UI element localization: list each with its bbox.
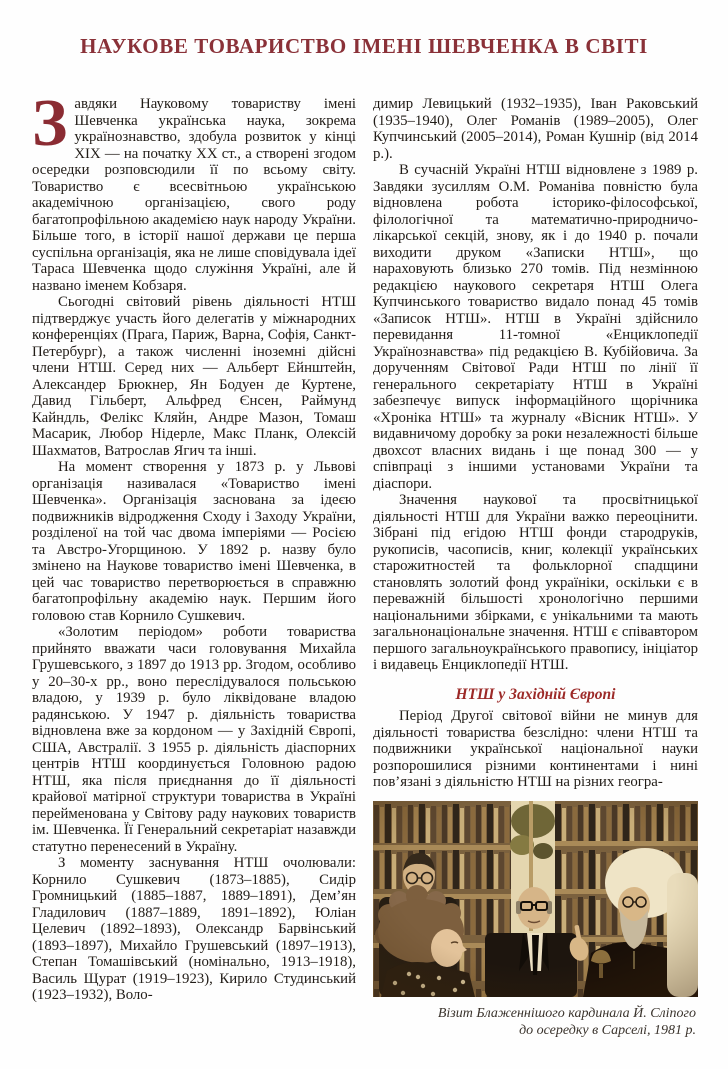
paragraph-chairmen-continued: димир Левицький (1932–1935), Іван Раковський (1935–1940), Олег Романів (1989–2005), Олег Купчинський (2005–2014), Роман Кушнір (від 2014 р.). bbox=[373, 96, 698, 162]
photo-figure bbox=[373, 801, 698, 1040]
paragraph-chairmen: З моменту заснування НТШ очолювали: Корнило Сушкевич (1873–1885), Сидір Громницький (1885–1887, 1889–1891), Дем’ян Гладилович (1887–1889, 1891–1892), Юліан Целевич (1892–1893), Олександр Барвінський (1893–1897), Михайло Грушевський (1897–1913), Степан Томашівський (номінально, 1913–1918), Василь Щурат (1919–1923), Кирило Студинський (1923–1932), Воло- bbox=[32, 855, 356, 1003]
photo-caption bbox=[373, 1005, 698, 1040]
group-photo bbox=[373, 801, 698, 997]
dropcap-letter: З bbox=[32, 86, 68, 160]
photo-caption-line-1: Візит Блаженнішого кардинала Й. Сліпого bbox=[437, 1005, 696, 1021]
section-heading-western-europe: НТШ у Західній Європі bbox=[455, 685, 616, 703]
paragraph-founding: На момент створення у 1873 р. у Львові організація називалася «Товариство імені Шевченка». Організація заснована за ідеєю подвижників відродження Сходу і Заходу України, розділеної на той час двома імперіями — Росією та Австро-Угорщиною. У 1892 р. назву було змінено на Наукове товариство імені Шевченка, в цей час товариство перетворюється в справжню багатопрофільну академію наук. Першим його головою став Корнило Сушкевич. bbox=[32, 459, 356, 624]
photo-vignette bbox=[373, 801, 698, 997]
photo-caption-line-2: до осередку в Сарселі, 1981 р. bbox=[519, 1023, 696, 1038]
paragraph-significance: Значення наукової та просвітницької діяльності НТШ для України важко переоцінити. Зібрані під егідою НТШ фонди стародруків, рукописів, часописів, книг, колекції українських старожитностей та фольклорної спадщини становлять золотий фонд україніки, оскільки є в переважній більшості хронологічно першими національними збірками, є унікальними та мають загальнонаціональне значення. НТШ є співавтором першого загальноукраїнського правопису, ініціатор і видавець Енциклопедії НТШ. bbox=[373, 492, 698, 673]
paragraph-intro-text: авдяки Науковому товариству імені Шевченка українська наука, зокрема українознавство, здобула розвиток у кінці XIX — на початку XX ст., а створені згодом осередки розповсюдили її по всьому світу. Товариство є всесвітньою українською академічною організацією, свого роду багатопрофільною академією наук народу України. Більше того, в історії нашої держави це перша суспільна організація, яка не лише сповідувала ідеї Тараса Шевченка щодо служіння Україні, але й названо іменем Кобзаря. bbox=[32, 96, 356, 294]
paragraph-conferences: Сьогодні світовий рівень діяльності НТШ підтверджує участь його делегатів у міжнародних конференціях (Прага, Париж, Варна, Софія, Санкт-Петербург), а також численні іноземні дійсні члени НТШ. Серед них — Альберт Ейнштейн, Александер Брюкнер, Ян Бодуен де Куртене, Давид Гільберт, Альфред Єнсен, Раймунд Кайндль, Фелікс Кляйн, Андре Мазон, Томаш Масарик, Любор Нідерле, Макс Планк, Олексій Шахматов, Ватрослав Ягич та інші. bbox=[32, 294, 356, 459]
page-title: НАУКОВЕ ТОВАРИСТВО ІМЕНІ ШЕВЧЕНКА В СВІТІ bbox=[80, 34, 648, 58]
paragraph-wwii: Період Другої світової війни не минув для діяльності товариства безслідно: члени НТШ та подвижники української національної науки розпорошилися різними континентами і нині пов’язані з діяльністю НТШ на різних геогра- bbox=[373, 708, 698, 790]
paragraph-modern-ukraine: В сучасній Україні НТШ відновлене з 1989 р. Завдяки зусиллям О.М. Романіва повністю була відновлена робота історико-філософської, філологічної та математично-природничо-лікарської секцій, знову, як і до 1940 р. почали виходити друком «Записки НТШ», що нараховують близько 270 томів. Під незмінною редакцією наукового секретаря НТШ Олега Купчинського товариство видало понад 45 томів «Записок НТШ». НТШ в Україні здійснило перевидання 11-томної «Енциклопедії Українознавства» під редакцією В. Кубійовича. За дорученням Світової Ради НТШ по лінії її генерального секретаріату НТШ в Україні забезпечує випуск інформаційного щорічника «Хроніка НТШ» та журналу «Вісник НТШ». У видавничому доробку за роки незалежності більше двохсот власних видань і ще понад 300 — у співпраці з іншими установами України та діаспори. bbox=[373, 162, 698, 492]
paragraph-intro bbox=[32, 86, 356, 294]
paragraph-golden-period: «Золотим періодом» роботи товариства прийнято вважати часи головування Михайла Грушевського, з 1897 до 1913 рр. Згодом, особливо у 20–30-х рр., воно переслідувалося польською владою, у 1939 р. було ліквідоване владою радянською. У 1947 р. діяльність товариства відновлена вже за кордоном — у Західній Європі, США, Австралії. З 1955 р. діяльність діаспорних центрів НТШ координується Головною радою НТШ, яка після приєднання до її діяльності крайової матірної структури товариства в Україні перейменована у Світову раду наукових товариств ім. Шевченка. Її Генеральний секретаріат назавжди статутно перенесений в Україну. bbox=[32, 624, 356, 855]
left-column bbox=[32, 86, 356, 1004]
right-column bbox=[373, 96, 698, 1040]
